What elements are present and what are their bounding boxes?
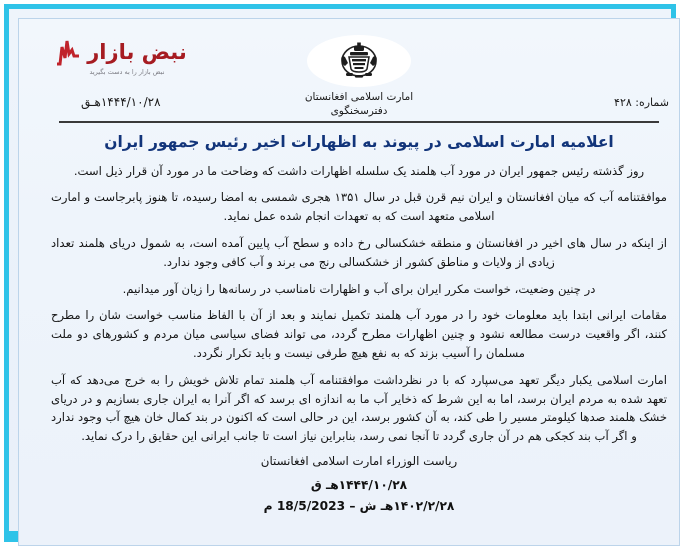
masthead (33, 31, 680, 117)
header-divider (59, 121, 659, 123)
afghanistan-emblem-icon (307, 35, 411, 87)
footer-date-hijri-qamari: ۱۴۴۴/۱۰/۲۸هـ ق (310, 477, 408, 492)
publisher-wordmark: نبض بازار (87, 40, 187, 64)
footer-dates (51, 475, 667, 518)
signature-line: ریاست الوزراء امارت اسلامی افغانستان (260, 453, 458, 468)
paragraph: موافقتنامه آب که میان افغانستان و ایران نیم قرن قبل در سال ۱۳۵۱ هجری شمسی به امضا رسیده، تا هنوز پابرجاست و امارت اسلامی متعهد است که به تعهدات انجام شده عمل نماید. (51, 190, 667, 224)
page-title: اعلامیه امارت اسلامی در پیوند به اظهارات اخیر رئیس جمهور ایران (104, 133, 614, 151)
paragraph: از اینکه در سال های اخیر در افغانستان و منطقه خشکسالی رخ داده و سطح آب پایین آمده است، به شمول دریای هلمند تعداد زیادی از ولایات و مناطق کشور از خشکسالی رنج می برند و آب کافی وجود ندارد. (51, 236, 667, 269)
publisher-logo (47, 37, 207, 76)
emblem-block (304, 35, 414, 118)
page-border-outer (4, 4, 676, 542)
paragraph: در چنین وضعیت، خواست مکرر ایران برای آب و اظهارات نامناسب در رسانه‌ها را زیان آور میدانیم. (122, 281, 596, 296)
paragraph: امارت اسلامی یکبار دیگر تعهد می‌سپارد که با در نظرداشت موافقتنامه آب هلمند تمام تلاش خویش را به خرج می‌دهد که آب تعهد شده به مردم ایران برسد، اما به این شرط که ذخایر آب ما به اندازه ای برسد که اگر آنرا به ایران جاری بسازیم و در دریای خشک هلمند صدها کیلومتر مسیر را طی کند، به آن کشور برسد، این در حالی است که اکنون در بند کمال خان هیچ آب وجود ندارد و اگر آب بند کجکی هم در آن جاری گردد تا آنجا نمی رسد، بنابراین نیاز است تا جانب ایرانی این حقایق را درک نماید. (51, 372, 667, 444)
document-number: شماره: ۴۲۸ (614, 96, 669, 109)
paragraph: روز گذشته رئیس جمهور ایران در مورد آب هلمند یک سلسله اظهارات داشت که وضاحت ما در مورد آن قرار ذیل است. (73, 163, 645, 178)
publisher-tagline: نبض بازار را به دست بگیرید (89, 68, 165, 76)
organization-line-1: امارت اسلامی افغانستان (304, 91, 414, 103)
heartbeat-icon (55, 38, 81, 70)
body-copy (51, 162, 667, 518)
logo-row (47, 37, 207, 67)
page-border-inner (18, 18, 680, 546)
document-content (33, 31, 680, 553)
organization-name (304, 90, 414, 118)
footer-date-shamsi-gregorian: ۱۴۰۲/۲/۲۸هـ ش – 18/5/2023 م (263, 499, 455, 514)
organization-line-2: دفترسخنگوی (330, 105, 388, 118)
document-hijri-date: ۱۴۴۴/۱۰/۲۸هـق (81, 95, 161, 109)
paragraph: مقامات ایرانی ابتدا باید معلومات خود را در مورد آب هلمند تکمیل نمایند و بعد از آن با الفاظ مناسب خواست شان را مطرح کنند، اگر واقعیت درست مطالعه نشود و چنین اظهارات مطرح گردد، می تواند فضای سیاسی میان مردم و کشورهای دو ملت مسلمان را آسیب بزند که به نفع هیچ طرفی نیست و باید تکرار نگردد. (51, 308, 667, 360)
